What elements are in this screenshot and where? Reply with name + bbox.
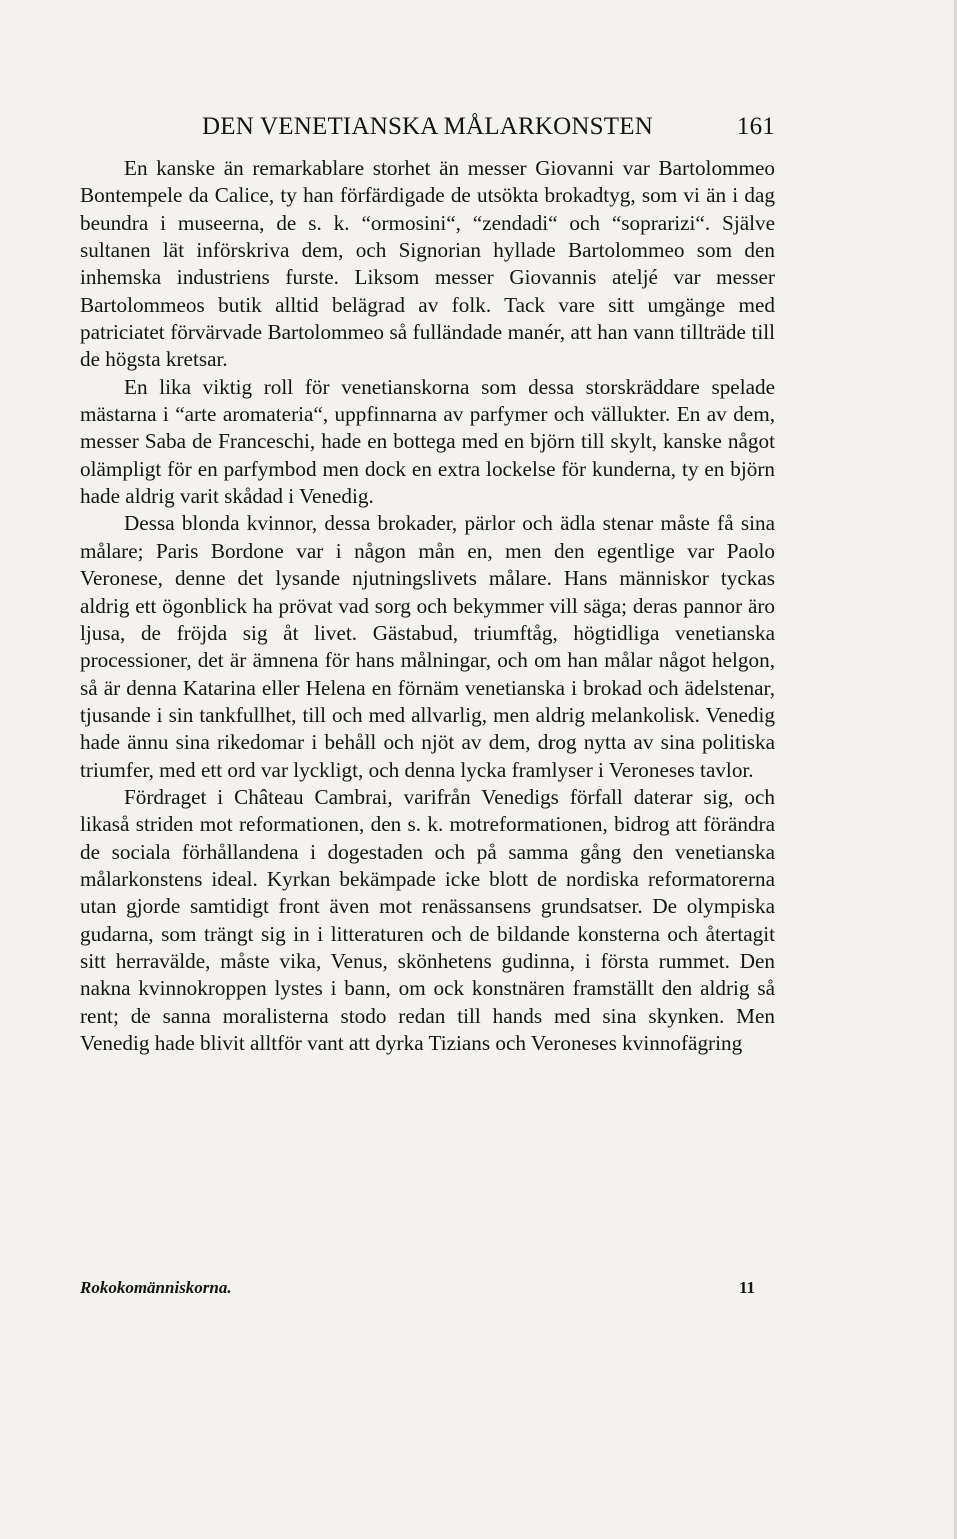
paragraph: En lika viktig roll för venetianskorna som dessa storskräddare spelade mästarna i “arte aromateria“, uppfinnarna av parfymer och vällukter. En av dem, messer Saba de Franceschi, hade en bottega med en björn till skylt, kanske något olämpligt för en parfymbod men dock en extra lockelse för kunderna, ty en björn hade aldrig varit skådad i Venedig.: [80, 374, 775, 509]
signature-mark: Rokokomänniskorna.: [80, 1278, 232, 1297]
page-number: 161: [736, 113, 775, 140]
running-title: DEN VENETIANSKA MÅLARKONSTEN: [202, 113, 653, 140]
paragraph: Fördraget i Château Cambrai, varifrån Venedigs förfall daterar sig, och likaså striden mot reformationen, den s. k. motreformationen, bidrog att förändra de sociala förhållandena i dogestaden och på samma gång den venetianska målarkonstens ideal. Kyrkan bekämpade icke blott de nordiska reformatorerna utan gjorde samtidigt front även mot renässansens grundsatser. De olympiska gudarna, som trängt sig in i litteraturen och de bildande konsterna och återtagit sitt herravälde, måste vika, Venus, skönhetens gudinna, i första rummet. Den nakna kvinnokroppen lystes i bann, om ock konstnären framställt den aldrig så rent; de sanna moralisterna stodo redan till hands med sina skynken. Men Venedig hade blivit alltför vant att dyrka Tizians och Veroneses kvinnofägring: [80, 784, 775, 1055]
paragraph: Dessa blonda kvinnor, dessa brokader, pärlor och ädla stenar måste få sina målare; Paris Bordone var i någon mån en, men den egentlige var Paolo Veronese, denne det lysande njutningslivets målare. Hans människor tyckas aldrig ett ögonblick ha prövat vad sorg och bekymmer vill säga; deras pannor äro ljusa, de fröjda sig åt livet. Gästabud, triumftåg, högtidliga venetianska processioner, det är ämnena för hans målningar, och om han målar något helgon, så är denna Katarina eller Helena en förnäm venetianska i brokad och ädelstenar, tjusande i sin tankfullhet, till och med allvarlig, men aldrig melankolisk. Venedig hade ännu sina rikedomar i behåll och njöt av dem, drog nytta av sina politiska triumfer, med ett ord var lyckligt, och denna lycka framlyser i Veroneses tavlor.: [80, 511, 775, 782]
running-head: [80, 113, 775, 149]
body-text: [80, 155, 775, 1057]
paragraph: En kanske än remarkablare storhet än messer Giovanni var Bartolommeo Bontempele da Calice, ty han förfärdigade de utsökta brokadtyg, som vi än i dag beundra i museerna, de s. k. “ormosini“, “zendadi“ och “soprarizi“. Själve sultanen lät införskriva dem, och Signorian hyllade Bartolommeo som den inhemska industriens furste. Liksom messer Giovannis ateljé var messer Bartolommeos butik alltid belägrad av folk. Tack vare sitt umgänge med patriciatet förvärvade Bartolommeo så fulländade manér, att han vann tillträde till de högsta kretsar.: [80, 156, 775, 372]
sheet-number: 11: [738, 1278, 755, 1297]
page-footer: [80, 1278, 760, 1298]
